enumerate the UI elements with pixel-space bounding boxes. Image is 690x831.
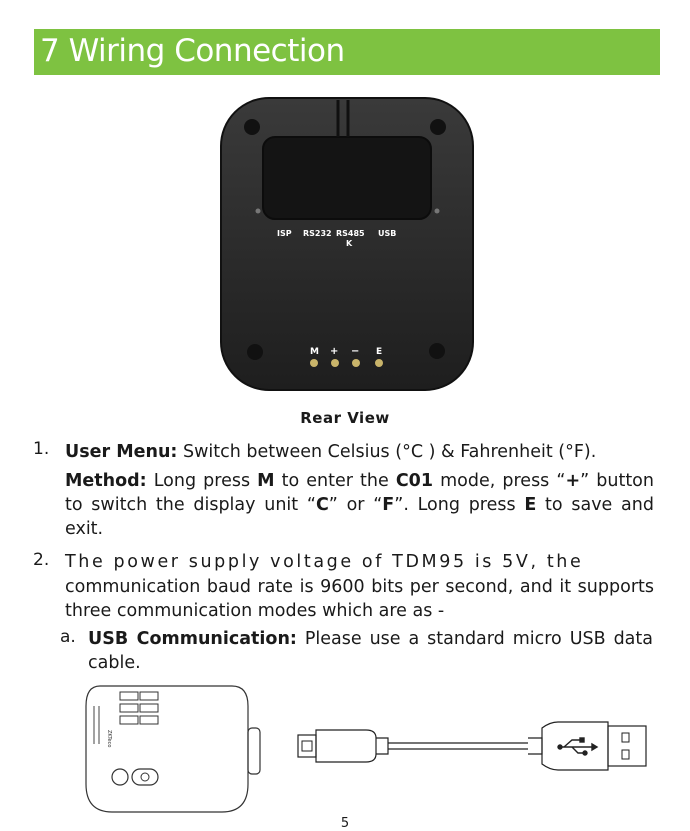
port-label: ISP [277, 229, 292, 238]
method-paragraph: Method: Long press M to enter the C01 mode, press “+” button to switch the display unit “C” or “F”. Long press E to save and exit. [65, 471, 654, 539]
round-button-icon [112, 769, 128, 785]
side-port [248, 728, 260, 774]
screw-hole-icon [430, 119, 446, 135]
screw-hole-icon [429, 343, 445, 359]
usb-communication-paragraph [88, 627, 653, 675]
port-label: RS485 [336, 229, 365, 238]
micro-usb-housing [316, 730, 376, 762]
dot-icon [256, 209, 261, 214]
list-number: 2. [33, 550, 50, 570]
display-segment [120, 704, 138, 712]
port-sublabel: K [346, 239, 353, 248]
usb-a-plug [608, 726, 646, 766]
display-segment [140, 704, 158, 712]
device-side-figure [82, 684, 264, 814]
list-item-2-line1: The power supply voltage of TDM95 is 5V, the [65, 552, 584, 572]
oval-button-icon [132, 769, 158, 785]
button-contact-icon [352, 359, 360, 367]
screw-hole-icon [247, 344, 263, 360]
section-title: 7 Wiring Connection [40, 33, 345, 69]
button-label: M [310, 347, 319, 357]
usb-symbol-icon [558, 738, 597, 755]
device-rear-view [218, 95, 476, 393]
button-contact-icon [375, 359, 383, 367]
button-label: + [330, 346, 339, 357]
device-recess [263, 137, 431, 219]
device-brand: ZKTeco [106, 730, 112, 748]
button-contact-icon [331, 359, 339, 367]
port-label: RS232 [303, 229, 332, 238]
usb-communication-text: Please use a standard micro USB data cable. [88, 629, 653, 673]
section-header [34, 29, 660, 75]
list-item-1-heading [65, 440, 655, 464]
user-menu-text: Switch between Celsius (°C ) & Fahrenheit (°F). [177, 442, 597, 462]
list-number: 1. [33, 439, 50, 459]
port-label: USB [378, 229, 397, 238]
display-segment [140, 692, 158, 700]
button-contact-icon [310, 359, 318, 367]
display-segment [120, 716, 138, 724]
micro-usb-tip [298, 735, 316, 757]
micro-usb-cable-figure [296, 718, 650, 776]
button-label: − [351, 346, 360, 357]
page-number: 5 [340, 816, 350, 831]
display-segment [120, 692, 138, 700]
dot-icon [435, 209, 440, 214]
button-label: E [376, 347, 383, 357]
device-outline [86, 686, 248, 812]
list-item-2-text: communication baud rate is 9600 bits per second, and it supports three communication modes which are as - [65, 577, 654, 621]
usb-communication-title: USB Communication: [88, 629, 297, 649]
screw-hole-icon [244, 119, 260, 135]
user-menu-title: User Menu: [65, 442, 178, 462]
method-label: Method: [65, 471, 147, 491]
sublist-letter: a. [60, 627, 76, 647]
usb-a-housing [542, 722, 608, 770]
display-segment [140, 716, 158, 724]
figure-caption: Rear View [300, 409, 390, 427]
